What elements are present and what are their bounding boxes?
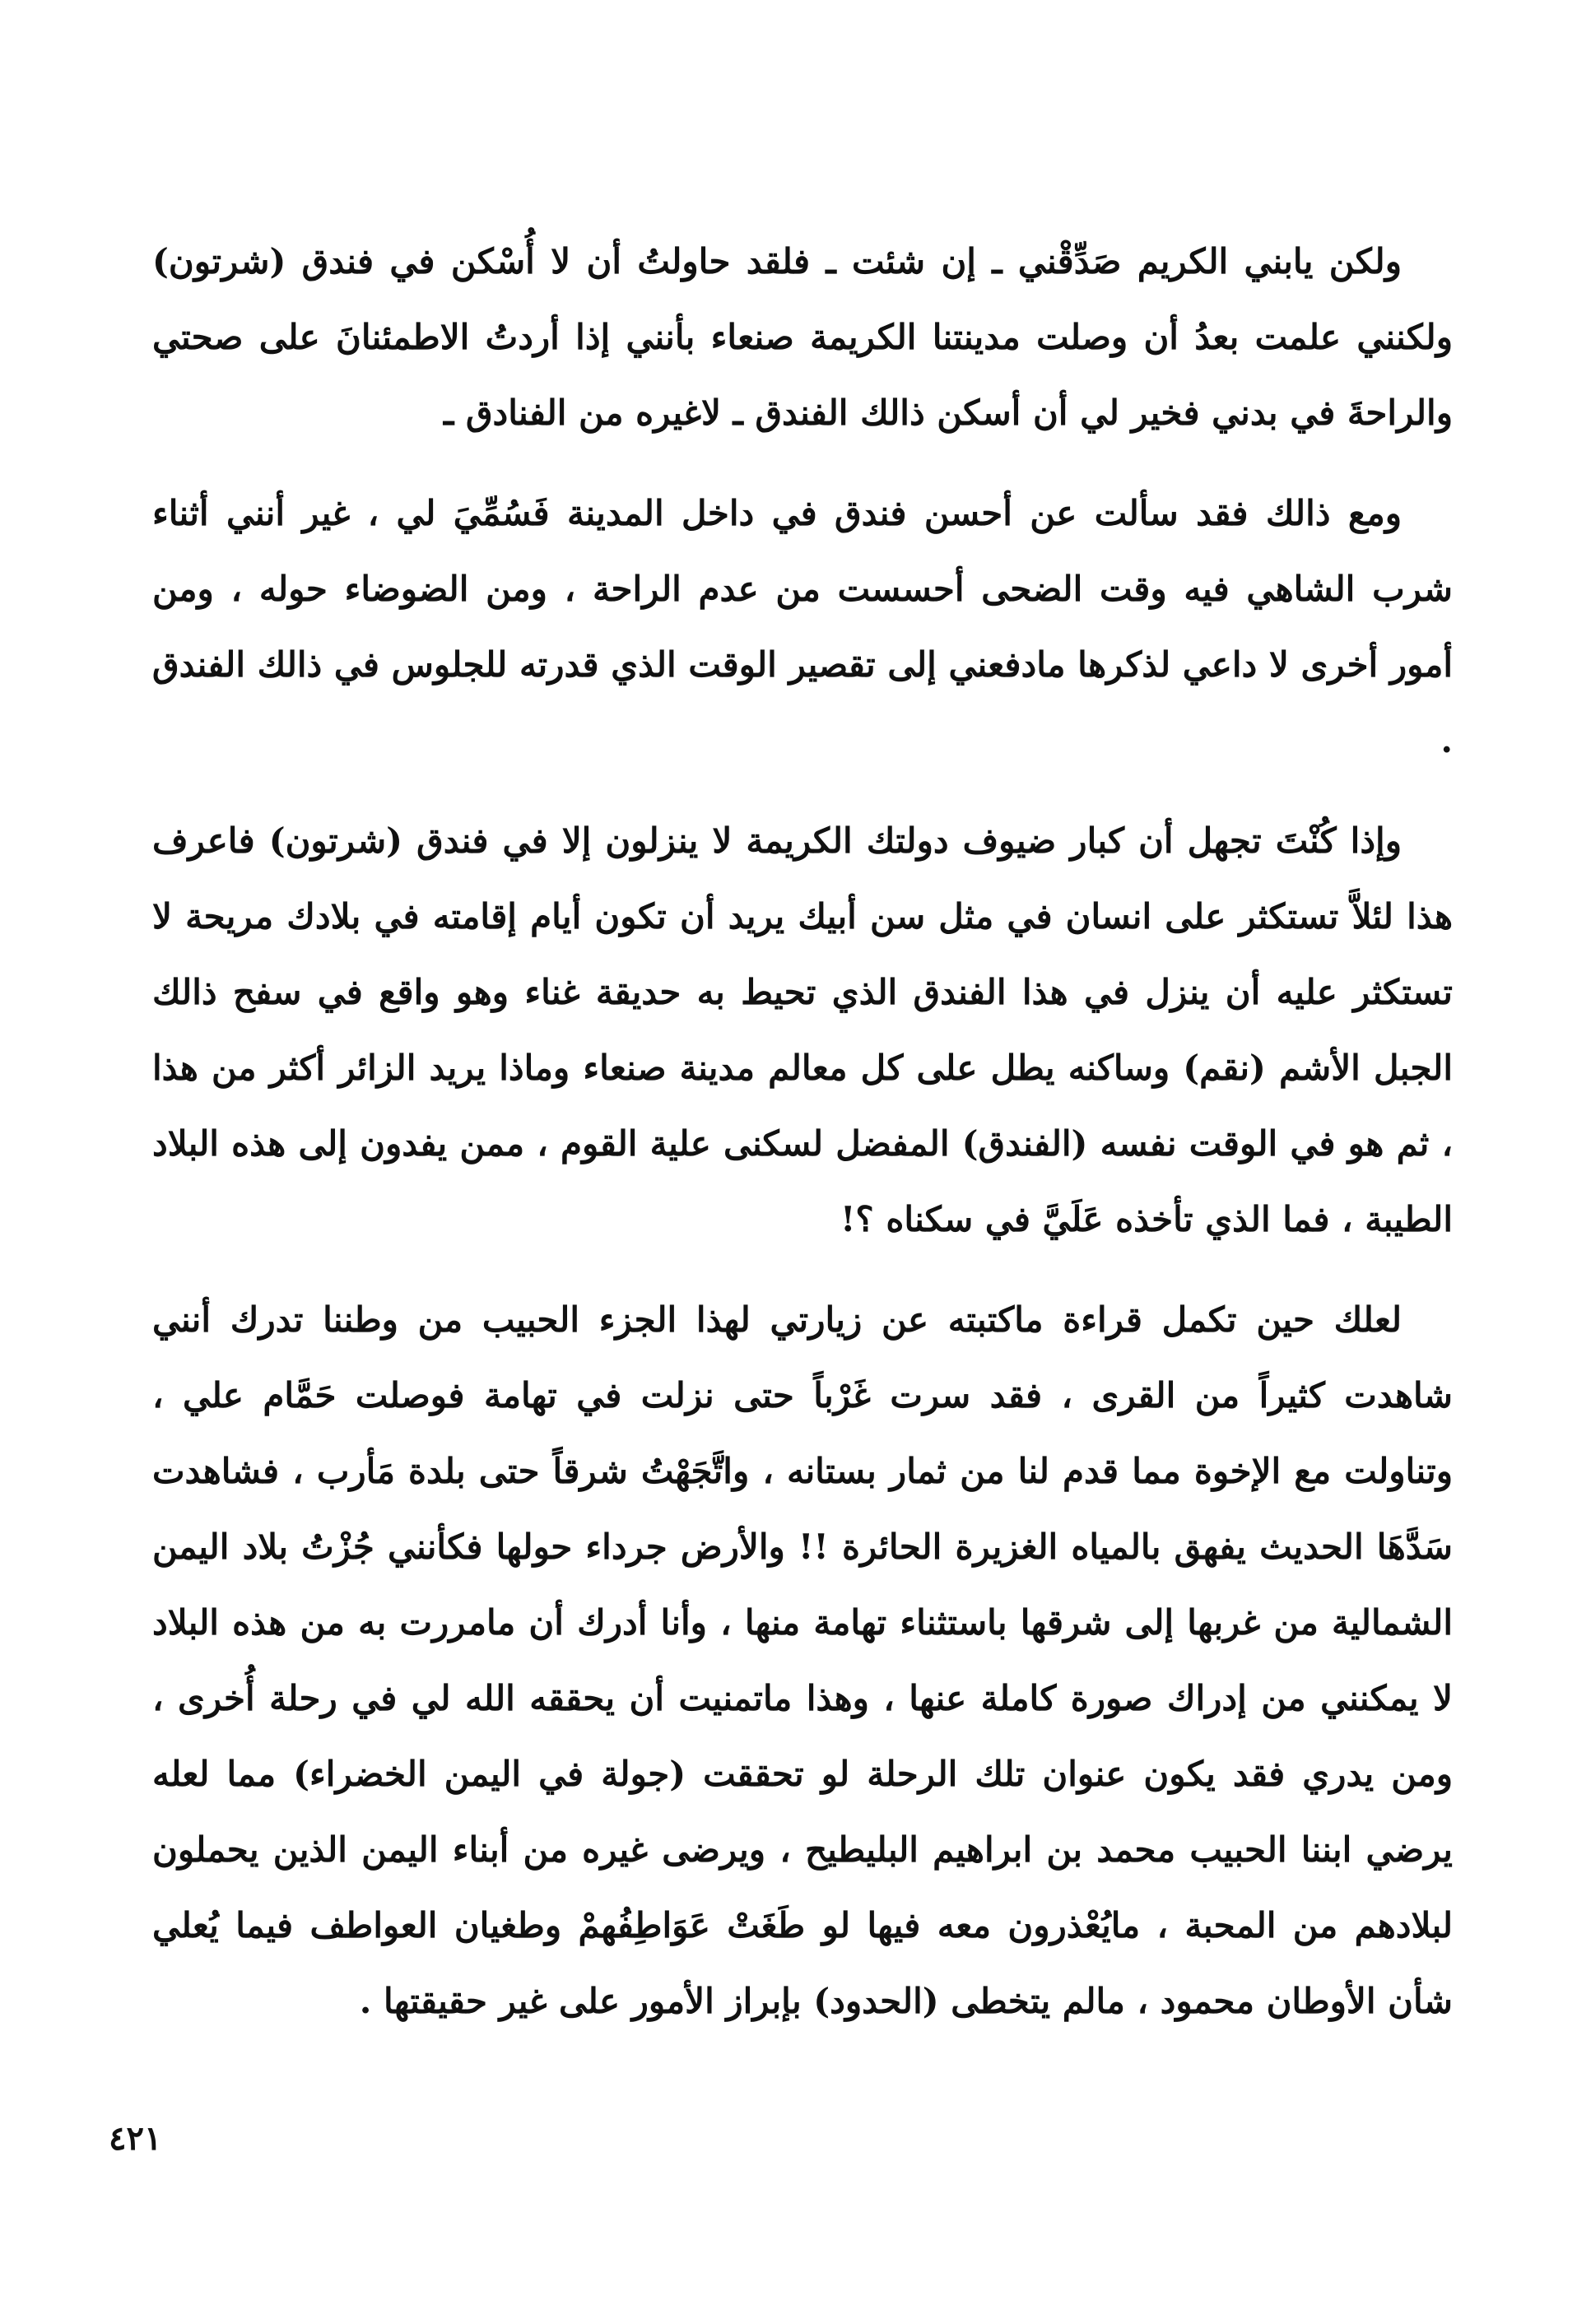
page-number: ٤٢١	[109, 2119, 162, 2158]
paragraph-2: ومع ذالك فقد سألت عن أحسن فندق في داخل المدينة فَسُمِّيَ لي ، غير أنني أثناء شرب الشاهي فيه وقت الضحى أحسست من عدم الراحة ، ومن الضوضاء حوله ، ومن أمور أخرى لا داعي لذكرها مادفعني إلى تقصير الوقت الذي قدرته للجلوس في ذالك الفندق .	[152, 493, 1453, 760]
paragraph-4: لعلك حين تكمل قراءة ماكتبته عن زيارتي لهذا الجزء الحبيب من وطننا تدرك أنني شاهدت كثيراً من القرى ، فقد سرت غَرْباً حتى نزلت في تهامة فوصلت حَمَّام علي ، وتناولت مع الإخوة مما قدم لنا من ثمار بستانه ، واتَّجَهْتُ شرقاً حتى بلدة مَأرب ، فشاهدت سَدَّهَا الحديث يفهق بالمياه الغزيرة الحائرة !! والأرض جرداء حولها فكأنني جُزْتُ بلاد اليمن الشمالية من غربها إلى شرقها باستثناء تهامة منها ، وأنا أدرك أن مامررت به من هذه البلاد لا يمكنني من إدراك صورة كاملة عنها ، وهذا ماتمنيت أن يحققه الله لي في رحلة أُخرى ، ومن يدري فقد يكون عنوان تلك الرحلة لو تحققت (جولة في اليمن الخضراء) مما لعله يرضي ابننا الحبيب محمد بن ابراهيم البليطيح ، ويرضى غيره من أبناء اليمن الذين يحملون لبلادهم من المحبة ، مايُعْذرون معه فيها لو طَغَتْ عَوَاطِفُهمْ وطغيان العواطف فيما يُعلي شأن الأوطان محمود ، مالم يتخطى (الحدود) بإبراز الأمور على غير حقيقتها .	[152, 1299, 1453, 2021]
paragraph-3: وإذا كُنْتَ تجهل أن كبار ضيوف دولتك الكريمة لا ينزلون إلا في فندق (شرتون) فاعرف هذا لئلاَّ تستكثر على انسان في مثل سن أبيك يريد أن تكون أيام إقامته في بلادك مريحة لا تستكثر عليه أن ينزل في هذا الفندق الذي تحيط به حديقة غناء وهو واقع في سفح ذالك الجبل الأشم (نقم) وساكنه يطل على كل معالم مدينة صنعاء وماذا يريد الزائر أكثر من هذا ، ثم هو في الوقت نفسه (الفندق) المفضل لسكنى علية القوم ، ممن يفدون إلى هذه البلاد الطيبة ، فما الذي تأخذه عَلَيَّ في سكناه ؟!	[152, 820, 1453, 1239]
body-text	[152, 224, 1453, 2064]
paragraph-1: ولكن يابني الكريم صَدِّقْني ـ إن شئت ـ فلقد حاولتُ أن لا أُسْكن في فندق (شرتون) ولكنني علمت بعدُ أن وصلت مدينتنا الكريمة صنعاء بأنني إذا أردتُ الاطمئنانَ على صحتي والراحةَ في بدني فخير لي أن أسكن ذالك الفندق ـ لاغيره من الفنادق ـ	[152, 241, 1453, 433]
